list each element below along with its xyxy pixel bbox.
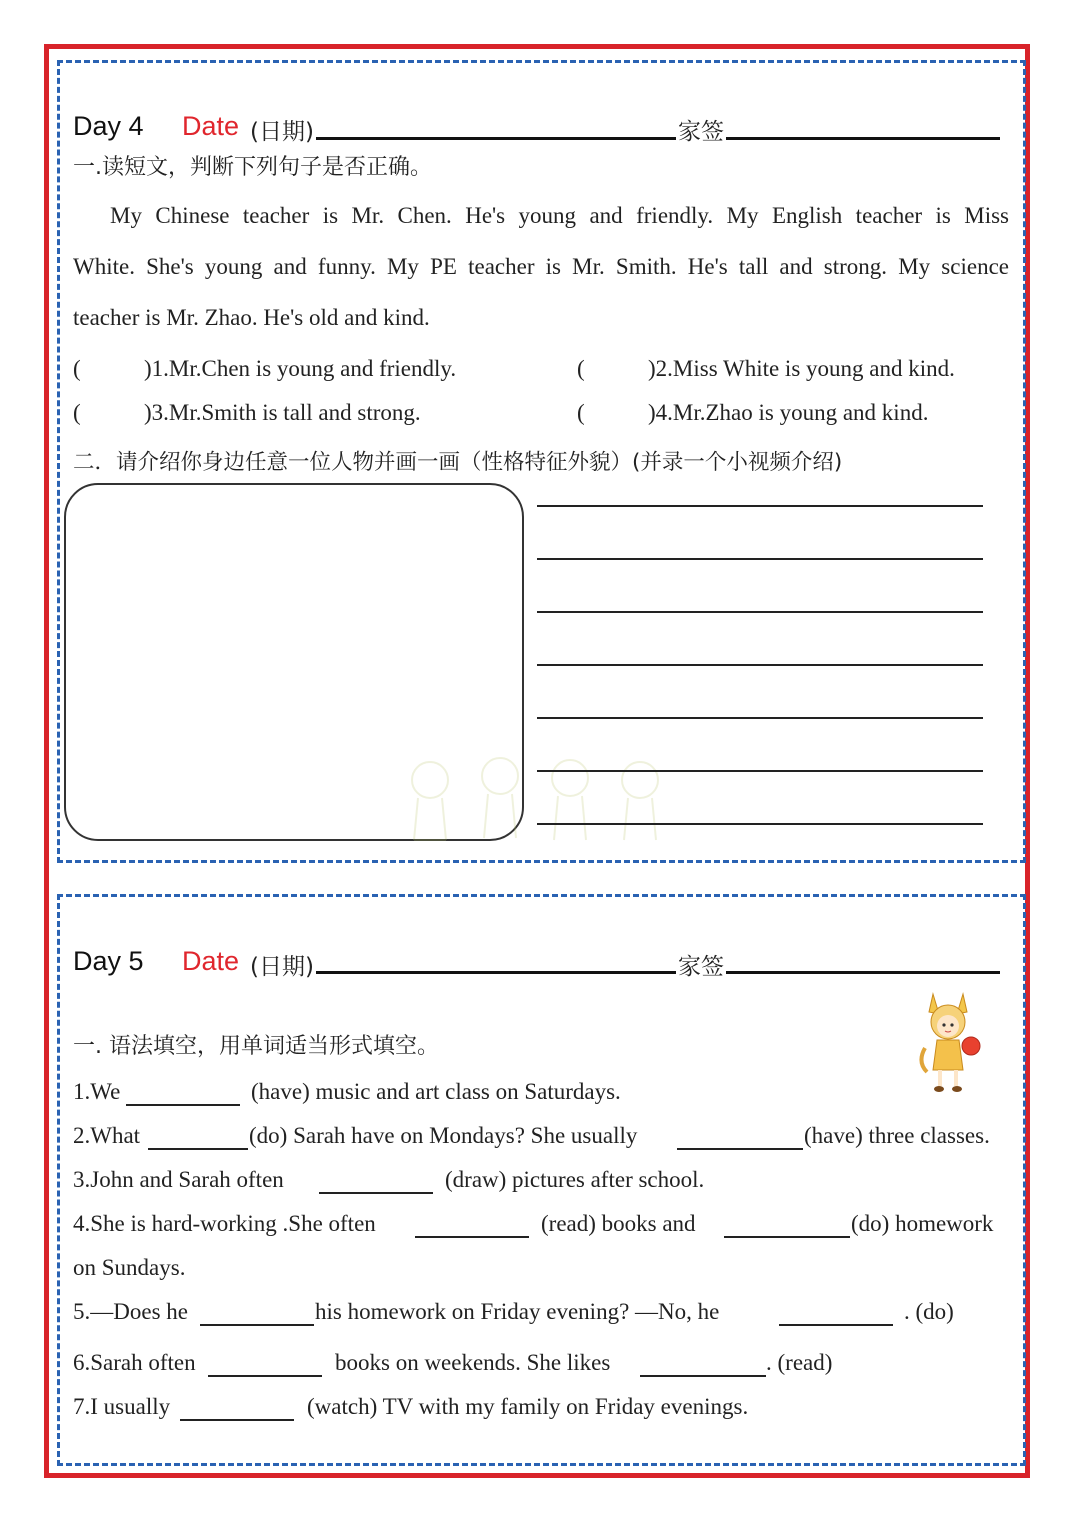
question-paren[interactable]: ( — [577, 356, 585, 381]
q2-blank[interactable] — [677, 1148, 803, 1150]
q1-text: 1.We — [73, 1079, 121, 1104]
day4-sign-label: 家签 — [678, 119, 724, 145]
question-text: )4.Mr.Zhao is young and kind. — [648, 400, 929, 425]
q1-text: (have) music and art class on Saturdays. — [251, 1079, 621, 1104]
q4-blank[interactable] — [415, 1236, 529, 1238]
q3-text: 3.John and Sarah often — [73, 1167, 284, 1192]
q7-blank[interactable] — [180, 1419, 294, 1421]
question-text: )3.Mr.Smith is tall and strong. — [144, 400, 421, 425]
writing-line[interactable] — [537, 611, 983, 613]
q1-blank[interactable] — [126, 1104, 240, 1106]
q4-blank[interactable] — [724, 1236, 850, 1238]
day4-passage-line: My Chinese teacher is Mr. Chen. He's young and friendly. My English teacher is Miss — [110, 203, 1009, 228]
day5-date-cn: (日期) — [250, 954, 314, 980]
day5-sign-label: 家签 — [678, 954, 724, 980]
q6-blank[interactable] — [640, 1375, 766, 1377]
day5-sign-blank[interactable] — [726, 971, 1000, 974]
q2-text: (do) Sarah have on Mondays? She usually — [249, 1123, 638, 1148]
day4-sign-blank[interactable] — [726, 137, 1000, 140]
question-text: )1.Mr.Chen is young and friendly. — [144, 356, 457, 381]
q6-blank[interactable] — [208, 1375, 322, 1377]
day5-label: Day 5 — [73, 946, 144, 976]
q5-text: his homework on Friday evening? —No, he — [315, 1299, 720, 1324]
day4-label: Day 4 — [73, 111, 144, 141]
q5-blank[interactable] — [200, 1324, 314, 1326]
cartoon-girl-icon — [915, 988, 985, 1096]
q4-text: (read) books and — [541, 1211, 696, 1236]
writing-line[interactable] — [537, 505, 983, 507]
writing-line[interactable] — [537, 717, 983, 719]
q3-text: (draw) pictures after school. — [445, 1167, 705, 1192]
writing-line[interactable] — [537, 664, 983, 666]
q2-blank[interactable] — [148, 1148, 248, 1150]
q6-text: 6.Sarah often — [73, 1350, 196, 1375]
day5-date-label: Date — [182, 946, 240, 976]
q2-text: (have) three classes. — [804, 1123, 990, 1148]
day4-section1-title: 一.读短文，判断下列句子是否正确。 — [73, 155, 432, 180]
question-paren[interactable]: ( — [73, 400, 81, 425]
q6-text: . (read) — [766, 1350, 833, 1375]
q5-blank[interactable] — [779, 1324, 893, 1326]
day4-date-cn: (日期) — [250, 119, 314, 145]
question-paren[interactable]: ( — [577, 400, 585, 425]
q3-blank[interactable] — [319, 1192, 433, 1194]
watermark-figures-icon — [400, 740, 680, 850]
question-paren[interactable]: ( — [73, 356, 81, 381]
question-text: )2.Miss White is young and kind. — [648, 356, 955, 381]
q5-text: . (do) — [904, 1299, 954, 1324]
day4-passage-line: White. She's young and funny. My PE teacher is Mr. Smith. He's tall and strong. My science — [73, 254, 1009, 279]
q2-text: 2.What — [73, 1123, 141, 1148]
writing-line[interactable] — [537, 558, 983, 560]
q4-text: on Sundays. — [73, 1255, 186, 1280]
q7-text: (watch) TV with my family on Friday evenings. — [307, 1394, 749, 1419]
q6-text: books on weekends. She likes — [335, 1350, 611, 1375]
day4-date-blank[interactable] — [316, 137, 676, 140]
day5-section1-title: 一. 语法填空，用单词适当形式填空。 — [73, 1034, 439, 1059]
q4-text: (do) homework — [851, 1211, 994, 1236]
q5-text: 5.—Does he — [73, 1299, 188, 1324]
writing-line[interactable] — [537, 770, 983, 772]
day5-date-blank[interactable] — [316, 971, 676, 974]
day4-section2-title: 二．请介绍你身边任意一位人物并画一画（性格特征外貌）(并录一个小视频介绍) — [73, 450, 843, 475]
day4-passage-line: teacher is Mr. Zhao. He's old and kind. — [73, 305, 430, 330]
q7-text: 7.I usually — [73, 1394, 171, 1419]
day4-date-label: Date — [182, 111, 240, 141]
q4-text: 4.She is hard-working .She often — [73, 1211, 376, 1236]
writing-line[interactable] — [537, 823, 983, 825]
